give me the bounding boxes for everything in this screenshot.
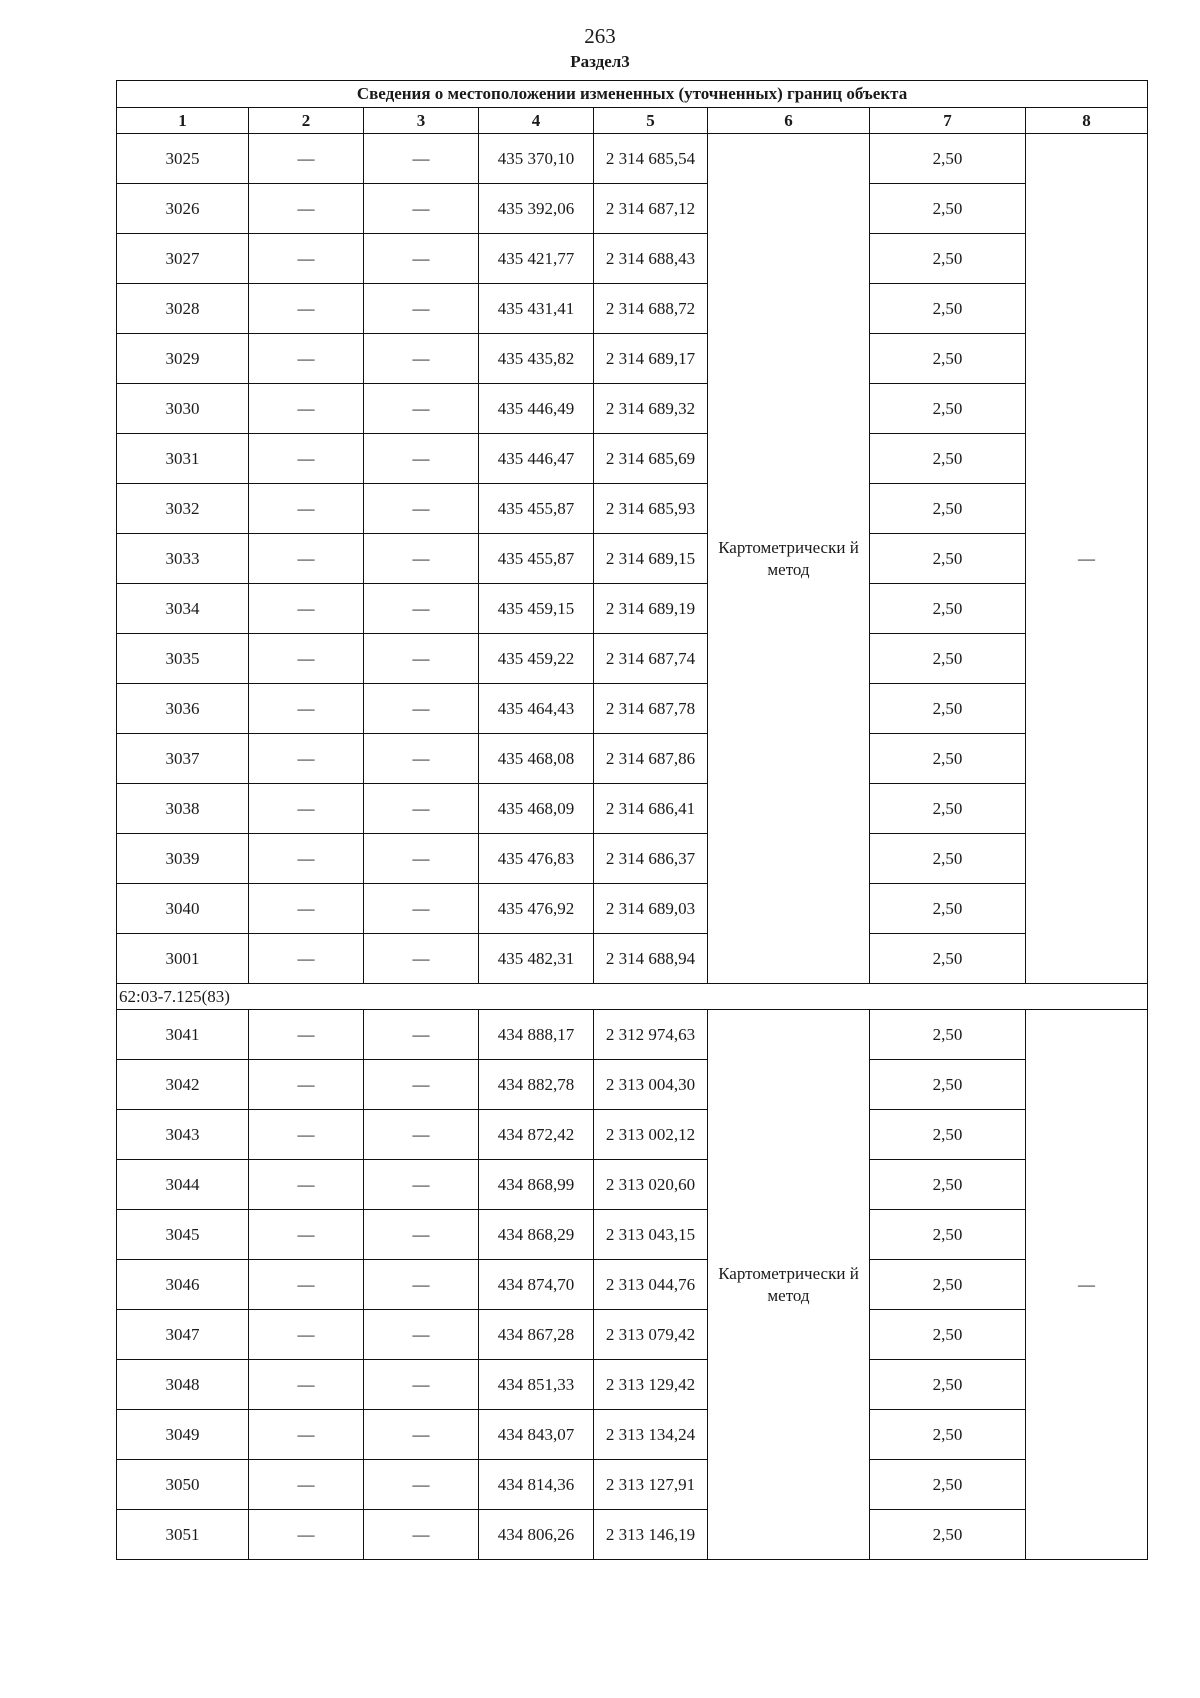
point-id: 3028	[117, 284, 249, 334]
x-coordinate: 435 435,82	[479, 334, 594, 384]
table-row	[117, 184, 1148, 234]
x-coordinate: 435 464,43	[479, 684, 594, 734]
point-id: 3046	[117, 1260, 249, 1310]
col2-value: —	[249, 1410, 364, 1460]
col3-value: —	[364, 734, 479, 784]
accuracy-value: 2,50	[870, 684, 1026, 734]
point-id: 3040	[117, 884, 249, 934]
x-coordinate: 435 431,41	[479, 284, 594, 334]
point-id: 3050	[117, 1460, 249, 1510]
x-coordinate: 435 476,83	[479, 834, 594, 884]
accuracy-value: 2,50	[870, 1010, 1026, 1060]
y-coordinate: 2 314 689,03	[594, 884, 708, 934]
table-row	[117, 634, 1148, 684]
table-row	[117, 134, 1148, 184]
point-id: 3043	[117, 1110, 249, 1160]
column-number: 8	[1026, 108, 1148, 134]
col3-value: —	[364, 1360, 479, 1410]
column-number: 6	[708, 108, 870, 134]
table-row	[117, 734, 1148, 784]
col2-value: —	[249, 1160, 364, 1210]
table-row	[117, 384, 1148, 434]
column-number-row	[117, 108, 1148, 134]
point-id: 3037	[117, 734, 249, 784]
table-row	[117, 1410, 1148, 1460]
col3-value: —	[364, 1060, 479, 1110]
x-coordinate: 435 455,87	[479, 484, 594, 534]
table-row	[117, 884, 1148, 934]
point-id: 3026	[117, 184, 249, 234]
column-number: 1	[117, 108, 249, 134]
accuracy-value: 2,50	[870, 1110, 1026, 1160]
y-coordinate: 2 314 688,94	[594, 934, 708, 984]
table-row	[117, 1010, 1148, 1060]
col2-value: —	[249, 384, 364, 434]
x-coordinate: 435 392,06	[479, 184, 594, 234]
col3-value: —	[364, 884, 479, 934]
table-row	[117, 1360, 1148, 1410]
col2-value: —	[249, 534, 364, 584]
accuracy-value: 2,50	[870, 284, 1026, 334]
col2-value: —	[249, 234, 364, 284]
x-coordinate: 435 421,77	[479, 234, 594, 284]
x-coordinate: 434 874,70	[479, 1260, 594, 1310]
x-coordinate: 434 882,78	[479, 1060, 594, 1110]
y-coordinate: 2 313 146,19	[594, 1510, 708, 1560]
col2-value: —	[249, 1360, 364, 1410]
accuracy-value: 2,50	[870, 934, 1026, 984]
accuracy-value: 2,50	[870, 534, 1026, 584]
accuracy-value: 2,50	[870, 434, 1026, 484]
y-coordinate: 2 314 686,41	[594, 784, 708, 834]
col3-value: —	[364, 434, 479, 484]
col2-value: —	[249, 784, 364, 834]
y-coordinate: 2 314 687,74	[594, 634, 708, 684]
accuracy-value: 2,50	[870, 1210, 1026, 1260]
accuracy-value: 2,50	[870, 1160, 1026, 1210]
column-number: 4	[479, 108, 594, 134]
accuracy-value: 2,50	[870, 1410, 1026, 1460]
col2-value: —	[249, 284, 364, 334]
column-number: 2	[249, 108, 364, 134]
col3-value: —	[364, 1260, 479, 1310]
y-coordinate: 2 313 044,76	[594, 1260, 708, 1310]
point-id: 3027	[117, 234, 249, 284]
table-caption: Сведения о местоположении измененных (уточненных) границ объекта	[117, 81, 1148, 108]
accuracy-value: 2,50	[870, 1310, 1026, 1360]
col3-value: —	[364, 934, 479, 984]
col3-value: —	[364, 1310, 479, 1360]
col3-value: —	[364, 284, 479, 334]
col2-value: —	[249, 684, 364, 734]
y-coordinate: 2 313 134,24	[594, 1410, 708, 1460]
col3-value: —	[364, 1510, 479, 1560]
col3-value: —	[364, 1110, 479, 1160]
table-row	[117, 234, 1148, 284]
col2-value: —	[249, 634, 364, 684]
col2-value: —	[249, 1110, 364, 1160]
page-number: 263	[584, 24, 616, 48]
point-id: 3032	[117, 484, 249, 534]
point-id: 3042	[117, 1060, 249, 1110]
y-coordinate: 2 314 687,86	[594, 734, 708, 784]
y-coordinate: 2 314 685,69	[594, 434, 708, 484]
point-id: 3034	[117, 584, 249, 634]
x-coordinate: 434 872,42	[479, 1110, 594, 1160]
method-cell: Картометрически й метод	[708, 134, 870, 984]
col3-value: —	[364, 1460, 479, 1510]
x-coordinate: 435 468,08	[479, 734, 594, 784]
accuracy-value: 2,50	[870, 834, 1026, 884]
table-row	[117, 934, 1148, 984]
accuracy-value: 2,50	[870, 384, 1026, 434]
point-id: 3044	[117, 1160, 249, 1210]
x-coordinate: 434 868,29	[479, 1210, 594, 1260]
table-body	[117, 134, 1148, 1560]
col3-value: —	[364, 784, 479, 834]
col2-value: —	[249, 434, 364, 484]
table-row	[117, 484, 1148, 534]
accuracy-value: 2,50	[870, 734, 1026, 784]
table-row	[117, 284, 1148, 334]
y-coordinate: 2 313 020,60	[594, 1160, 708, 1210]
col8-value: —	[1026, 134, 1148, 984]
y-coordinate: 2 314 689,19	[594, 584, 708, 634]
y-coordinate: 2 313 127,91	[594, 1460, 708, 1510]
y-coordinate: 2 314 689,17	[594, 334, 708, 384]
accuracy-value: 2,50	[870, 234, 1026, 284]
col2-value: —	[249, 1010, 364, 1060]
y-coordinate: 2 314 687,78	[594, 684, 708, 734]
y-coordinate: 2 314 689,15	[594, 534, 708, 584]
table-row	[117, 434, 1148, 484]
y-coordinate: 2 314 689,32	[594, 384, 708, 434]
col3-value: —	[364, 834, 479, 884]
col2-value: —	[249, 1060, 364, 1110]
col3-value: —	[364, 134, 479, 184]
point-id: 3041	[117, 1010, 249, 1060]
col3-value: —	[364, 184, 479, 234]
point-id: 3029	[117, 334, 249, 384]
point-id: 3038	[117, 784, 249, 834]
point-id: 3031	[117, 434, 249, 484]
column-number: 5	[594, 108, 708, 134]
accuracy-value: 2,50	[870, 1510, 1026, 1560]
table-row	[117, 1110, 1148, 1160]
col2-value: —	[249, 1260, 364, 1310]
col3-value: —	[364, 1160, 479, 1210]
col2-value: —	[249, 934, 364, 984]
x-coordinate: 434 868,99	[479, 1160, 594, 1210]
accuracy-value: 2,50	[870, 584, 1026, 634]
col2-value: —	[249, 134, 364, 184]
accuracy-value: 2,50	[870, 334, 1026, 384]
y-coordinate: 2 312 974,63	[594, 1010, 708, 1060]
point-id: 3048	[117, 1360, 249, 1410]
x-coordinate: 434 867,28	[479, 1310, 594, 1360]
table-row	[117, 1260, 1148, 1310]
y-coordinate: 2 313 004,30	[594, 1060, 708, 1110]
table-row	[117, 1210, 1148, 1260]
point-id: 3049	[117, 1410, 249, 1460]
col8-value: —	[1026, 1010, 1148, 1560]
col3-value: —	[364, 484, 479, 534]
col2-value: —	[249, 1460, 364, 1510]
x-coordinate: 434 851,33	[479, 1360, 594, 1410]
y-coordinate: 2 314 685,54	[594, 134, 708, 184]
table-row	[117, 834, 1148, 884]
y-coordinate: 2 313 129,42	[594, 1360, 708, 1410]
x-coordinate: 435 446,49	[479, 384, 594, 434]
col2-value: —	[249, 584, 364, 634]
column-number: 3	[364, 108, 479, 134]
accuracy-value: 2,50	[870, 634, 1026, 684]
x-coordinate: 435 455,87	[479, 534, 594, 584]
x-coordinate: 434 814,36	[479, 1460, 594, 1510]
col2-value: —	[249, 334, 364, 384]
y-coordinate: 2 314 685,93	[594, 484, 708, 534]
col2-value: —	[249, 1310, 364, 1360]
y-coordinate: 2 314 687,12	[594, 184, 708, 234]
point-id: 3036	[117, 684, 249, 734]
x-coordinate: 434 843,07	[479, 1410, 594, 1460]
point-id: 3001	[117, 934, 249, 984]
point-id: 3047	[117, 1310, 249, 1360]
x-coordinate: 435 370,10	[479, 134, 594, 184]
section-title: Раздел3	[570, 52, 630, 71]
table-row	[117, 784, 1148, 834]
col2-value: —	[249, 734, 364, 784]
col3-value: —	[364, 1010, 479, 1060]
x-coordinate: 434 888,17	[479, 1010, 594, 1060]
col3-value: —	[364, 684, 479, 734]
table-row	[117, 684, 1148, 734]
col3-value: —	[364, 1410, 479, 1460]
y-coordinate: 2 314 688,72	[594, 284, 708, 334]
col3-value: —	[364, 534, 479, 584]
table-row	[117, 1160, 1148, 1210]
x-coordinate: 434 806,26	[479, 1510, 594, 1560]
col3-value: —	[364, 334, 479, 384]
col2-value: —	[249, 484, 364, 534]
x-coordinate: 435 468,09	[479, 784, 594, 834]
accuracy-value: 2,50	[870, 184, 1026, 234]
col3-value: —	[364, 234, 479, 284]
x-coordinate: 435 459,15	[479, 584, 594, 634]
accuracy-value: 2,50	[870, 1060, 1026, 1110]
table-row	[117, 1310, 1148, 1360]
point-id: 3051	[117, 1510, 249, 1560]
y-coordinate: 2 313 079,42	[594, 1310, 708, 1360]
y-coordinate: 2 313 043,15	[594, 1210, 708, 1260]
y-coordinate: 2 314 688,43	[594, 234, 708, 284]
accuracy-value: 2,50	[870, 1460, 1026, 1510]
y-coordinate: 2 314 686,37	[594, 834, 708, 884]
col3-value: —	[364, 1210, 479, 1260]
point-id: 3039	[117, 834, 249, 884]
x-coordinate: 435 459,22	[479, 634, 594, 684]
col2-value: —	[249, 184, 364, 234]
x-coordinate: 435 446,47	[479, 434, 594, 484]
object-label-row	[117, 984, 1148, 1010]
table-row	[117, 1510, 1148, 1560]
column-number: 7	[870, 108, 1026, 134]
accuracy-value: 2,50	[870, 1260, 1026, 1310]
y-coordinate: 2 313 002,12	[594, 1110, 708, 1160]
col3-value: —	[364, 634, 479, 684]
col2-value: —	[249, 834, 364, 884]
accuracy-value: 2,50	[870, 884, 1026, 934]
table-row	[117, 534, 1148, 584]
boundary-coordinates-table	[116, 80, 1148, 1560]
table-row	[117, 1060, 1148, 1110]
table-row	[117, 584, 1148, 634]
point-id: 3045	[117, 1210, 249, 1260]
point-id: 3033	[117, 534, 249, 584]
col3-value: —	[364, 384, 479, 434]
x-coordinate: 435 482,31	[479, 934, 594, 984]
point-id: 3035	[117, 634, 249, 684]
x-coordinate: 435 476,92	[479, 884, 594, 934]
accuracy-value: 2,50	[870, 784, 1026, 834]
accuracy-value: 2,50	[870, 134, 1026, 184]
table-row	[117, 334, 1148, 384]
accuracy-value: 2,50	[870, 1360, 1026, 1410]
point-id: 3030	[117, 384, 249, 434]
col2-value: —	[249, 884, 364, 934]
point-id: 3025	[117, 134, 249, 184]
accuracy-value: 2,50	[870, 484, 1026, 534]
method-cell: Картометрически й метод	[708, 1010, 870, 1560]
col2-value: —	[249, 1510, 364, 1560]
object-label: 62:03-7.125(83)	[117, 984, 1148, 1010]
table-row	[117, 1460, 1148, 1510]
col3-value: —	[364, 584, 479, 634]
col2-value: —	[249, 1210, 364, 1260]
